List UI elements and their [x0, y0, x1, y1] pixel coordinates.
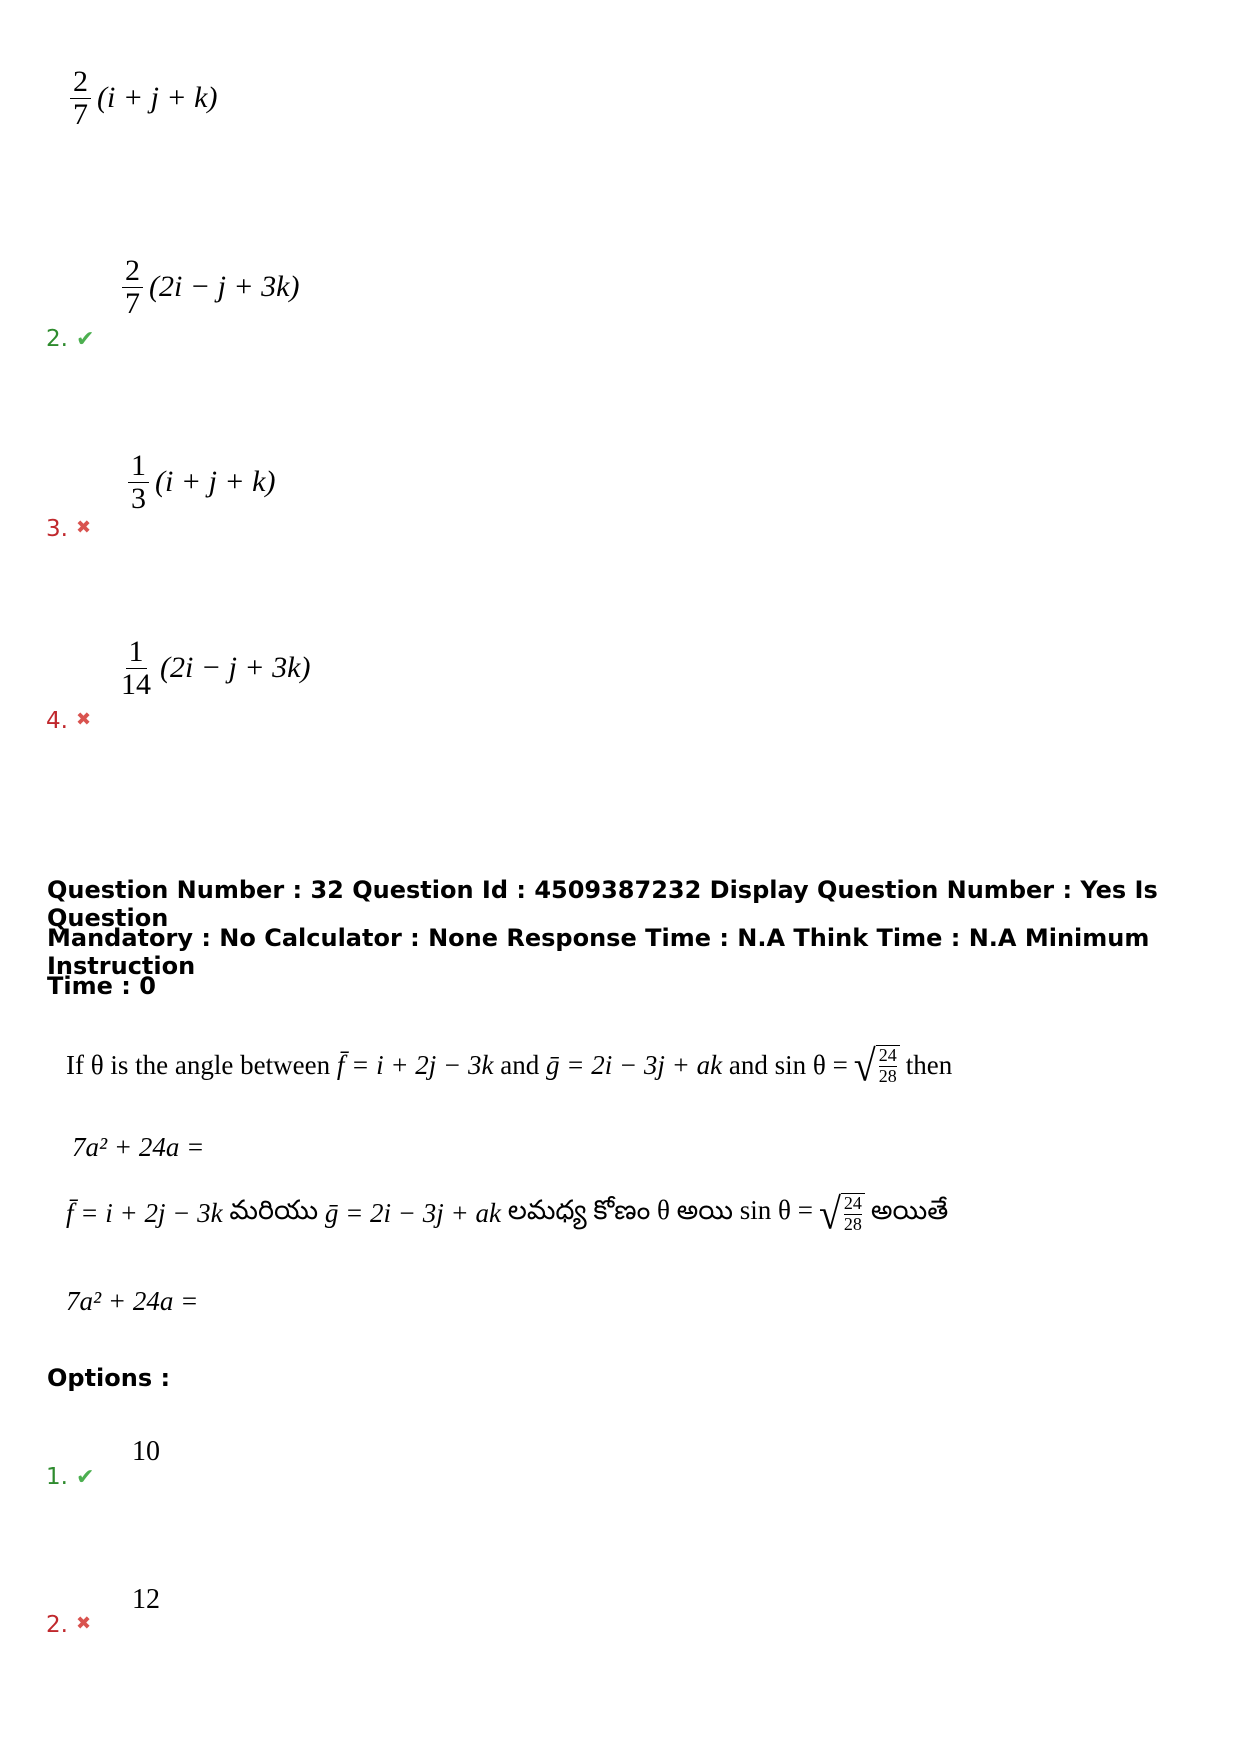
- question-text-english: If θ is the angle between f̄ = i + 2j − 3k and ḡ = 2i − 3j + ak and sin θ = √ 24 28 then: [66, 1040, 953, 1090]
- option-2-value: 12: [132, 1584, 160, 1615]
- question-text-telugu: f̄ = i + 2j − 3k మరియు ḡ = 2i − 3j + ak లమధ్య కోణం θ అయి sin θ = √ 24 28 అయితే: [66, 1188, 949, 1238]
- question-expression-telugu: 7a² + 24a =: [66, 1286, 199, 1316]
- prev-option-3-expression: $\frac{1}{3}$ (i + j + k): [128, 450, 275, 514]
- prev-option-4-number: 4. ✖: [46, 708, 92, 734]
- option-2-number: 2. ✖: [46, 1612, 92, 1638]
- option-1-value: 10: [132, 1436, 160, 1467]
- options-label: Options :: [47, 1364, 171, 1392]
- option-1-number: 1. ✔: [46, 1464, 95, 1490]
- prev-option-2-number: 2. ✔: [46, 326, 95, 352]
- square-root: √ 24 28: [854, 1045, 900, 1087]
- prev-option-2-expression: $\frac{2}{7}$ (2i − j + 3k): [122, 255, 299, 319]
- prev-option-3-number: 3. ✖: [46, 516, 92, 542]
- fraction: $\frac{1}{14}$: [121, 635, 151, 701]
- prev-option-1-expression: $\frac{2}{7}$ (i + j + k): [70, 66, 217, 130]
- fraction: $\frac{1}{3}$: [128, 450, 149, 514]
- square-root: √ 24 28: [819, 1193, 865, 1235]
- check-icon: ✔: [75, 1465, 95, 1490]
- cross-icon: ✖: [75, 517, 92, 538]
- question-header-line-3: Time : 0: [47, 972, 156, 1000]
- question-header-line-1: Question Number : 32 Question Id : 4509387232 Display Question Number : Yes Is Question: [47, 876, 1158, 932]
- check-icon: ✔: [75, 327, 95, 352]
- cross-icon: ✖: [75, 1613, 92, 1634]
- fraction: $\frac{2}{7}$: [70, 66, 91, 130]
- cross-icon: ✖: [75, 709, 92, 730]
- question-expression-english: 7a² + 24a =: [72, 1132, 205, 1162]
- fraction: $\frac{2}{7}$: [122, 255, 143, 319]
- question-header-line-2: Mandatory : No Calculator : None Response Time : N.A Think Time : N.A Minimum Instruction: [47, 924, 1150, 980]
- prev-option-4-expression: $\frac{1}{14}$ (2i − j + 3k): [118, 636, 310, 700]
